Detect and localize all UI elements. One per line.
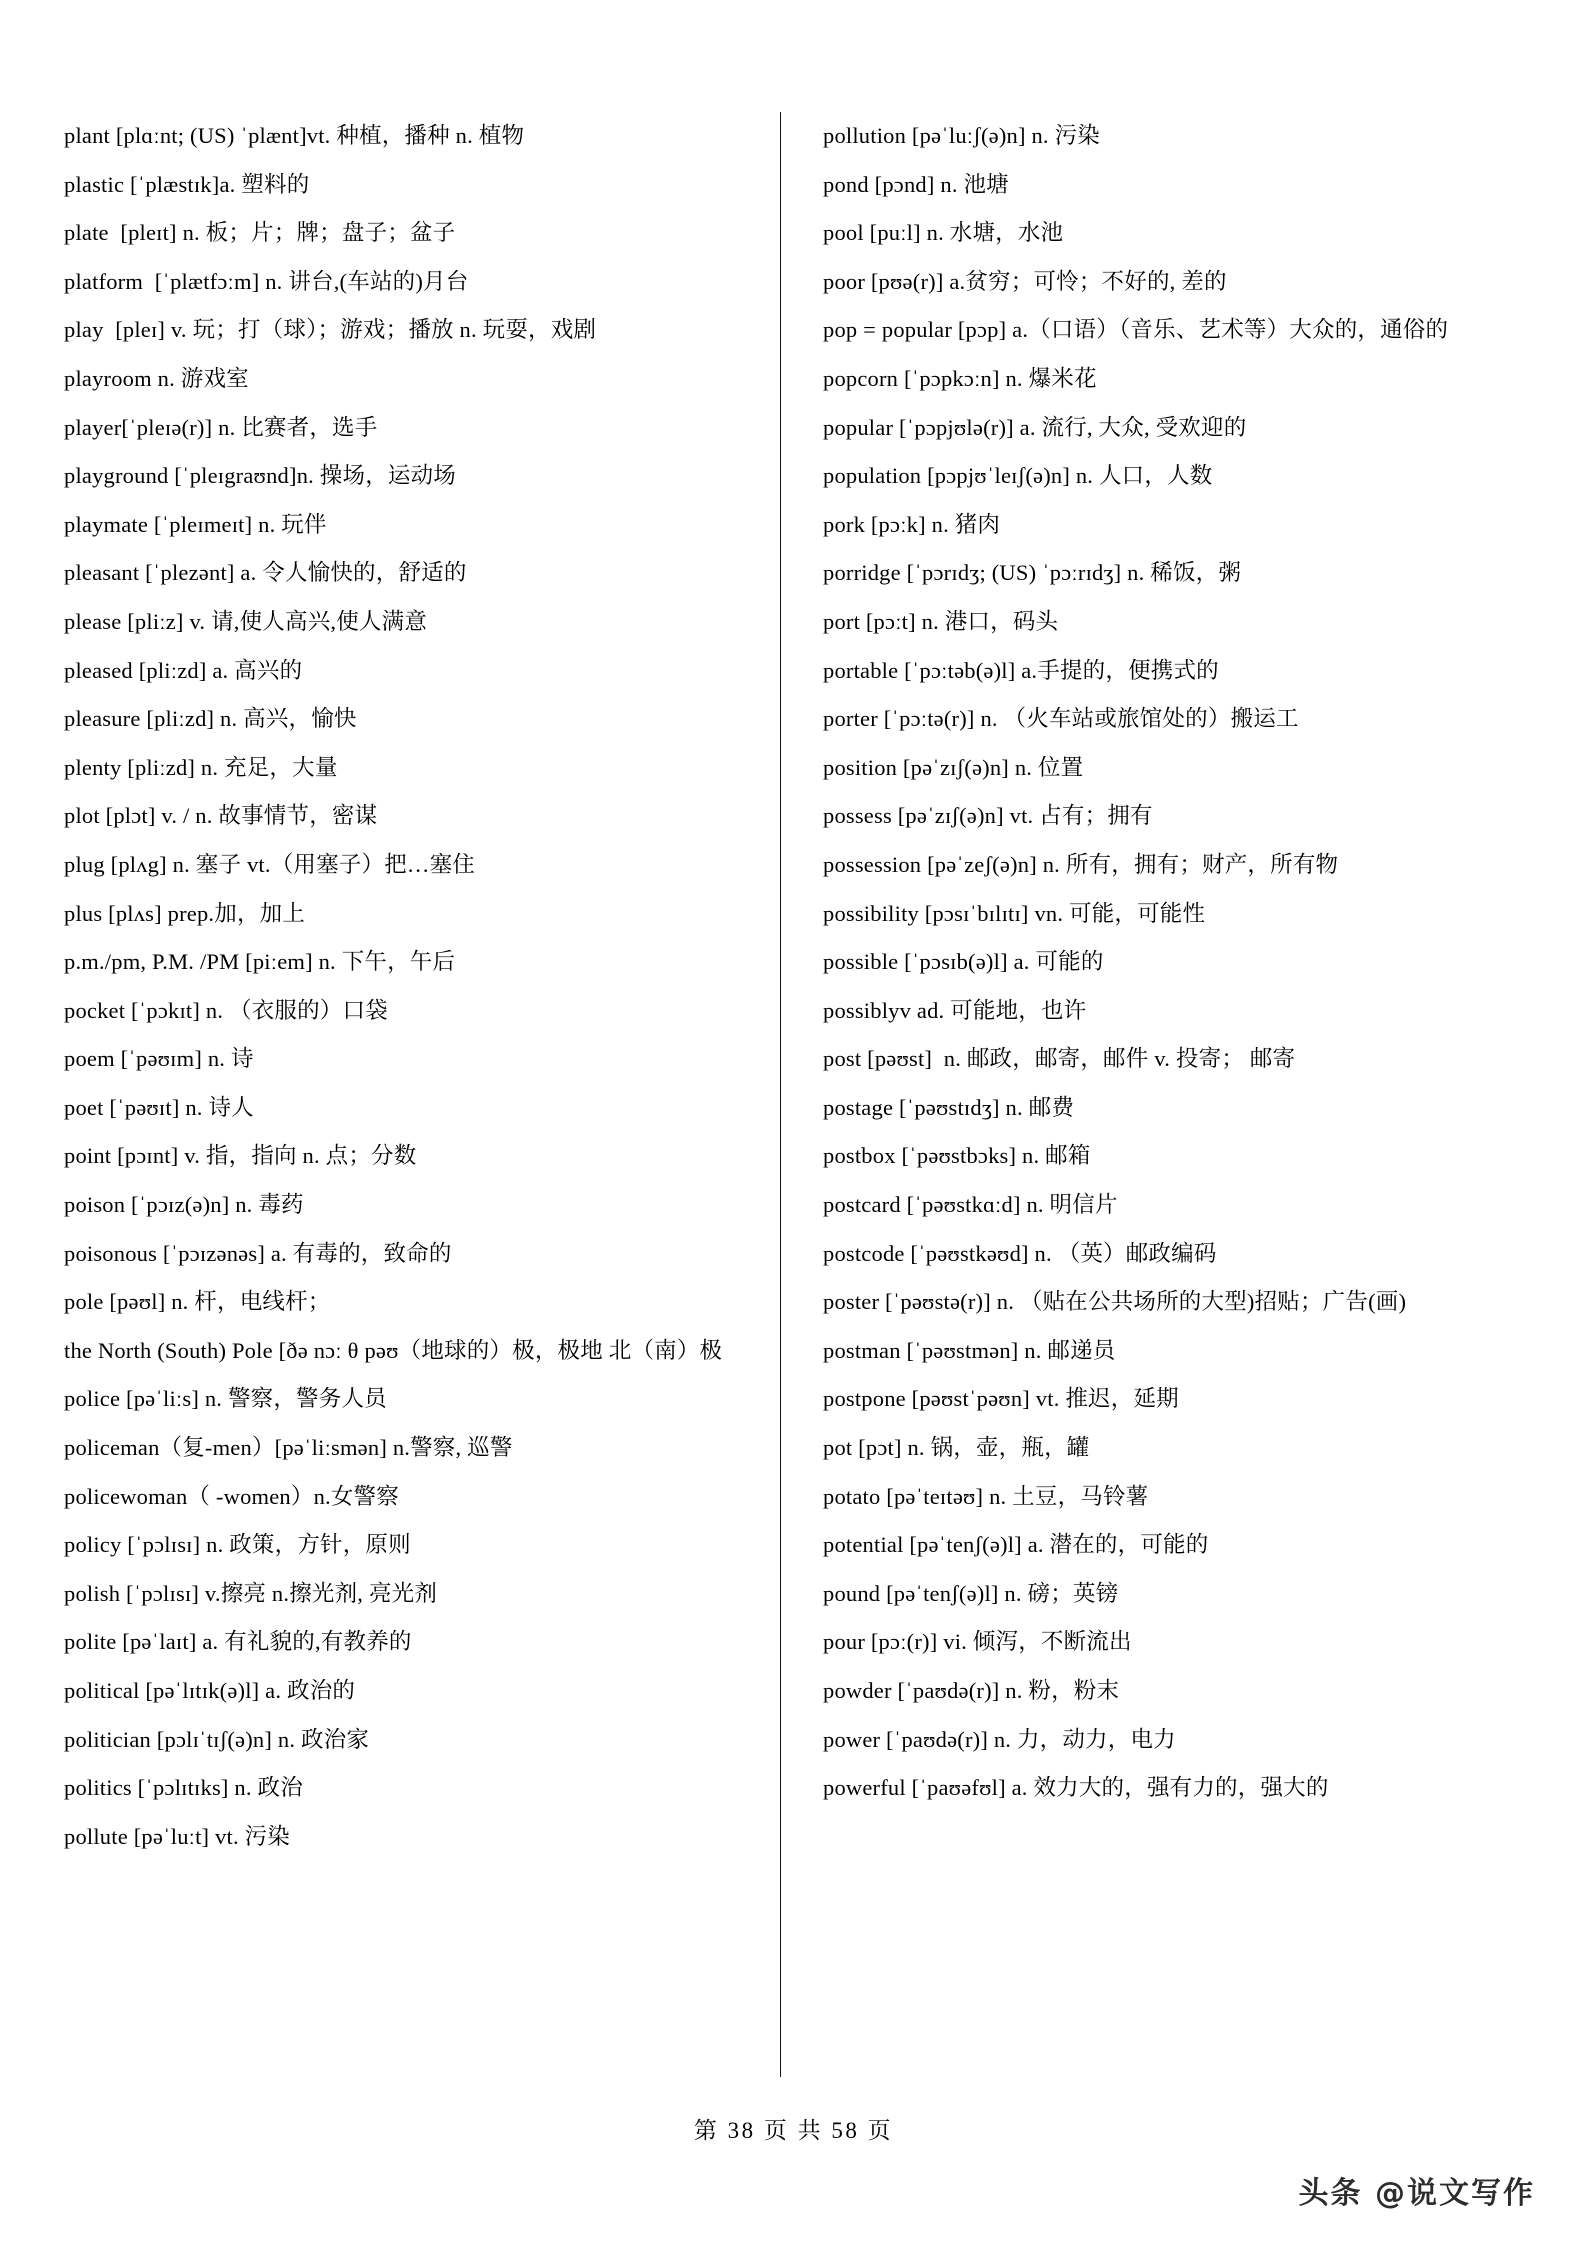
- dictionary-entry: poison [ˈpɔɪz(ə)n] n. 毒药: [64, 1192, 304, 1218]
- dictionary-entry: poet [ˈpəʊɪt] n. 诗人: [64, 1094, 254, 1120]
- dictionary-entry: plus [plʌs] prep.加，加上: [64, 900, 306, 926]
- dictionary-entry: pond [pɔnd] n. 池塘: [823, 171, 1009, 197]
- dictionary-entry: playmate [ˈpleɪmeɪt] n. 玩伴: [64, 511, 327, 537]
- dictionary-entry: postman [ˈpəʊstmən] n. 邮递员: [823, 1337, 1116, 1363]
- dictionary-entry: possible [ˈpɔsɪb(ə)l] a. 可能的: [823, 949, 1104, 975]
- dictionary-entry: possibility [pɔsɪˈbɪlɪtɪ] vn. 可能，可能性: [823, 900, 1206, 926]
- dictionary-entry: poor [pʊə(r)] a.贫穷；可怜；不好的, 差的: [823, 268, 1227, 294]
- dictionary-entry: pollution [pəˈluːʃ(ə)n] n. 污染: [823, 123, 1100, 148]
- dictionary-entry: political [pəˈlɪtɪk(ə)l] a. 政治的: [64, 1678, 356, 1703]
- dictionary-entry: pleasant [ˈplezənt] a. 令人愉快的，舒适的: [64, 560, 467, 586]
- dictionary-entry: please [pliːz] v. 请,使人高兴,使人满意: [64, 608, 428, 634]
- dictionary-entry: pole [pəʊl] n. 杆，电线杆；: [64, 1289, 331, 1315]
- dictionary-entry: plastic [ˈplæstɪk]a. 塑料的: [64, 171, 310, 197]
- dictionary-entry: polish [ˈpɔlɪsɪ] v.擦亮 n.擦光剂, 亮光剂: [64, 1580, 438, 1606]
- dictionary-entry: plug [plʌg] n. 塞子 vt.（用塞子）把…塞住: [64, 851, 475, 877]
- right-column: [789, 112, 1497, 2102]
- dictionary-entry: police [pəˈliːs] n. 警察，警务人员: [64, 1386, 387, 1412]
- dictionary-entry: powder [ˈpaʊdə(r)] n. 粉，粉末: [823, 1678, 1120, 1703]
- dictionary-entry: point [pɔɪnt] v. 指，指向 n. 点；分数: [64, 1143, 417, 1169]
- dictionary-entry: poem [ˈpəʊɪm] n. 诗: [64, 1046, 254, 1072]
- dictionary-entry: position [pəˈzɪʃ(ə)n] n. 位置: [823, 754, 1084, 780]
- column-divider: [780, 112, 781, 2077]
- dictionary-entry: play [pleɪ] v. 玩；打（球）；游戏；播放 n. 玩耍，戏剧: [64, 317, 597, 343]
- dictionary-entry: the North (South) Pole [ðə nɔː θ pəʊ（地球的）极，极地 北（南）极: [64, 1337, 723, 1363]
- dictionary-entry: politics [ˈpɔlɪtɪks] n. 政治: [64, 1775, 303, 1801]
- dictionary-entry: potato [pəˈteɪtəʊ] n. 土豆，马铃薯: [823, 1483, 1149, 1509]
- dictionary-entry: pocket [ˈpɔkɪt] n. （衣服的）口袋: [64, 997, 388, 1023]
- dictionary-entry: pour [pɔː(r)] vi. 倾泻，不断流出: [823, 1629, 1132, 1655]
- dictionary-entry: possess [pəˈzɪʃ(ə)n] vt. 占有；拥有: [823, 803, 1153, 829]
- dictionary-entry: post [pəʊst] n. 邮政，邮寄，邮件 v. 投寄； 邮寄: [823, 1046, 1296, 1072]
- dictionary-entry: pop = popular [pɔp] a.（口语）（音乐、艺术等）大众的，通俗的: [823, 317, 1449, 343]
- dictionary-entry: porter [ˈpɔːtə(r)] n. （火车站或旅馆处的）搬运工: [823, 706, 1299, 732]
- dictionary-entry: postcard [ˈpəʊstkɑːd] n. 明信片: [823, 1192, 1118, 1218]
- dictionary-entry: pollute [pəˈluːt] vt. 污染: [64, 1823, 291, 1849]
- dictionary-entry: poisonous [ˈpɔɪzənəs] a. 有毒的，致命的: [64, 1240, 452, 1266]
- dictionary-entry: pleasure [pliːzd] n. 高兴，愉快: [64, 706, 357, 732]
- dictionary-entry: postage [ˈpəʊstɪdʒ] n. 邮费: [823, 1094, 1075, 1120]
- page-number-footer: 第 38 页 共 58 页: [693, 2118, 894, 2143]
- dictionary-entry: power [ˈpaʊdə(r)] n. 力，动力，电力: [823, 1726, 1176, 1752]
- dictionary-entry: poster [ˈpəʊstə(r)] n. （贴在公共场所的大型)招贴；广告(画): [823, 1289, 1407, 1315]
- dictionary-entry: pool [puːl] n. 水塘，水池: [823, 220, 1064, 246]
- dictionary-entry: policy [ˈpɔlɪsɪ] n. 政策，方针，原则: [64, 1532, 411, 1558]
- watermark: 头条 @说文写作: [1298, 2176, 1535, 2211]
- dictionary-entry: playroom n. 游戏室: [64, 365, 249, 391]
- dictionary-entry: platform [ˈplætfɔːm] n. 讲台,(车站的)月台: [64, 268, 469, 294]
- dictionary-entry: potential [pəˈtenʃ(ə)l] a. 潜在的，可能的: [823, 1532, 1209, 1558]
- dictionary-entry: plenty [pliːzd] n. 充足，大量: [64, 754, 338, 780]
- dictionary-entry: plot [plɔt] v. / n. 故事情节，密谋: [64, 803, 378, 829]
- dictionary-entry: pork [pɔːk] n. 猪肉: [823, 511, 1001, 537]
- dictionary-entry: policeman（复-men）[pəˈliːsmən] n.警察, 巡警: [64, 1435, 513, 1461]
- dictionary-entry: population [pɔpjʊˈleɪʃ(ə)n] n. 人口，人数: [823, 463, 1213, 489]
- dictionary-entry: possiblyv ad. 可能地，也许: [823, 997, 1087, 1023]
- dictionary-entry: plate [pleɪt] n. 板；片；牌；盘子；盆子: [64, 220, 456, 246]
- dictionary-entry: p.m./pm, P.M. /PM [piːem] n. 下午，午后: [64, 949, 456, 975]
- dictionary-entry: pleased [pliːzd] a. 高兴的: [64, 657, 303, 683]
- dictionary-entry: portable [ˈpɔːtəb(ə)l] a.手提的，便携式的: [823, 657, 1219, 683]
- dictionary-entry: postpone [pəʊstˈpəʊn] vt. 推迟，延期: [823, 1386, 1179, 1412]
- dictionary-entry: playground [ˈpleɪgraʊnd]n. 操场，运动场: [64, 463, 457, 489]
- dictionary-entry: port [pɔːt] n. 港口，码头: [823, 608, 1059, 634]
- two-column-body: [64, 112, 1524, 2102]
- dictionary-entry: player[ˈpleɪə(r)] n. 比赛者，选手: [64, 414, 378, 440]
- dictionary-entry: postbox [ˈpəʊstbɔks] n. 邮箱: [823, 1143, 1091, 1169]
- dictionary-entry: policewoman（ -women）n.女警察: [64, 1483, 399, 1509]
- dictionary-entry: popcorn [ˈpɔpkɔːn] n. 爆米花: [823, 365, 1097, 391]
- dictionary-entry: plant [plɑːnt; (US) ˈplænt]vt. 种植，播种 n. 植物: [64, 123, 525, 148]
- dictionary-entry: polite [pəˈlaɪt] a. 有礼貌的,有教养的: [64, 1629, 412, 1655]
- dictionary-entry: postcode [ˈpəʊstkəʊd] n. （英）邮政编码: [823, 1240, 1217, 1266]
- dictionary-entry: powerful [ˈpaʊəfʊl] a. 效力大的，强有力的，强大的: [823, 1775, 1329, 1801]
- dictionary-entry: politician [pɔlɪˈtɪʃ(ə)n] n. 政治家: [64, 1726, 370, 1752]
- dictionary-entry: pot [pɔt] n. 锅，壶，瓶，罐: [823, 1435, 1090, 1461]
- dictionary-entry: popular [ˈpɔpjʊlə(r)] a. 流行, 大众, 受欢迎的: [823, 414, 1247, 440]
- dictionary-entry: porridge [ˈpɔrɪdʒ; (US) ˈpɔːrɪdʒ] n. 稀饭，粥: [823, 560, 1242, 586]
- dictionary-entry: possession [pəˈzeʃ(ə)n] n. 所有，拥有；财产，所有物: [823, 851, 1339, 877]
- dictionary-entry: pound [pəˈtenʃ(ə)l] n. 磅；英镑: [823, 1580, 1119, 1606]
- left-column: [64, 112, 772, 2102]
